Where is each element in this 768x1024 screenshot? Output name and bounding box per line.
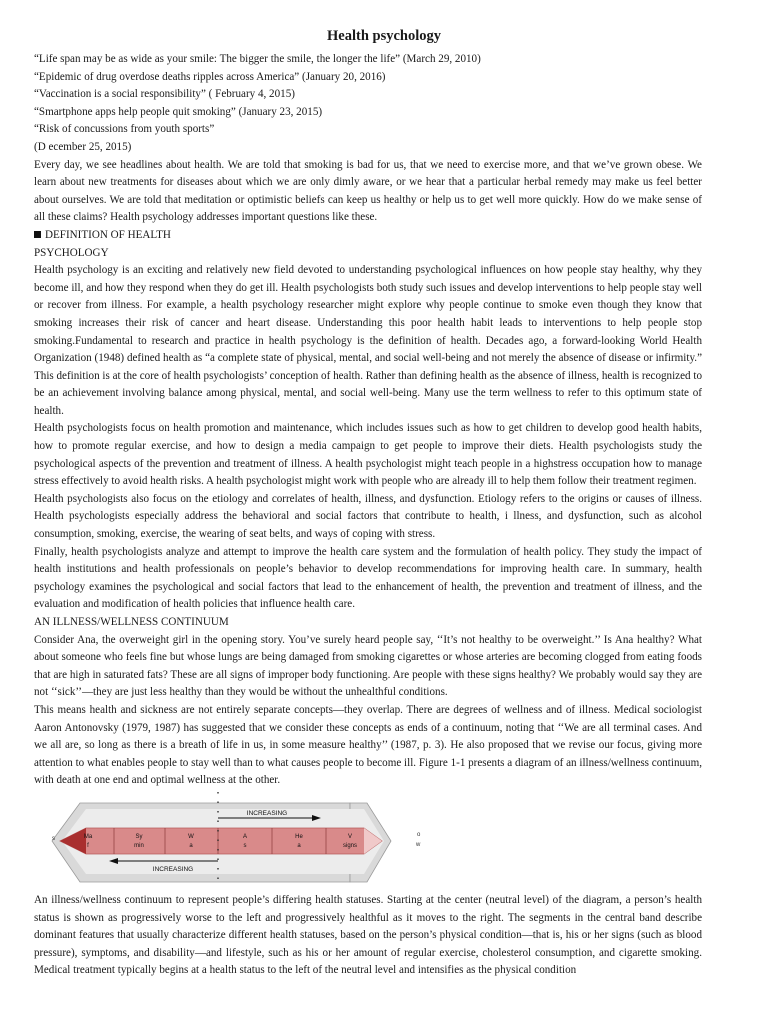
headline: “Smartphone apps help people quit smoking” (January 23, 2015): [34, 105, 323, 118]
headline: “Epidemic of drug overdose deaths ripples across America” (January 20, 2016): [34, 70, 386, 83]
continuum-right-end: w: [416, 841, 421, 848]
body-paragraph: Health psychologists focus on health promotion and maintenance, which includes issues such as how to get children to develop good health habits, how to promote regular exercise, and how to design a media campaign to get people to improve their diets. Health psychologists study the psychological aspects of the prevention and treatment of illness. A health psychologist might teach people in a highstress occupation how to manage stress effectively to avoid health risks. A health psychologist might work with people who are already ill to help them follow their treatment regimen.: [34, 422, 702, 488]
segment-label: A: [242, 833, 248, 840]
figure-caption-paragraph: An illness/wellness continuum to represent people’s differing health statuses. Starting at the center (neutral level) of the diagram, a person’s health status is shown as progressively worse to the left and progressively healthful as it moves to the right. The segments in the central band describe dominant features that usually characterize different health statuses, based on the person’s physical condition—that is, his or her signs (such as blood pressure), symptoms, and disability—and lifestyle, such as his or her amount of regular exercise, cholesterol consumption, and cigarette smoking. Medical treatment typically begins at a health status to the left of the neutral level and intensifies as the physical condition: [34, 893, 702, 977]
headline: “Risk of concussions from youth sports”: [34, 123, 215, 136]
segment-label: He: [295, 833, 303, 840]
figure-container: [34, 790, 702, 886]
section-heading-definition: [34, 227, 702, 245]
segment-label: signs: [342, 842, 358, 849]
headline: “Life span may be as wide as your smile: The bigger the smile, the longer the life” (March 29, 2010): [34, 53, 481, 65]
headline: “Vaccination is a social responsibility” ( February 4, 2015): [34, 88, 295, 101]
section-heading-continuum: AN ILLNESS/WELLNESS CONTINUUM: [34, 616, 229, 628]
body-paragraph: Health psychology is an exciting and relatively new field devoted to understanding psychological influences on how people stay healthy, why they become ill, and how they respond when they do get ill. Health psychologists both study such issues and develop interventions to help people stay well or recover from illness. For example, a health psychology researcher might explore why people continue to smoke even though they know that smoking increases their risk of cancer and heart disease. Understanding this poor health habit leads to interventions to help people stop smoking.Fundamental to research and practice in health psychology is the definition of health. Decades ago, a forward-looking World Health Organization (1948) defined health as “a complete state of physical, mental, and social well-being and not merely the absence of disease or infirmity.” This definition is at the core of health psychologists’ conception of health. Rather than defining health as the absence of illness, health is recognized to be an achievement involving balance among physical, mental, and social well-being. Many use the term wellness to refer to this optimum state of health.: [34, 264, 702, 417]
segment-label: min: [134, 842, 144, 849]
body-paragraph: Finally, health psychologists analyze and attempt to improve the health care system and the formulation of health policy. They study the impact of health institutions and health professionals on people’s behavior to develop recommendations for improving health care. In summary, health psychology examines the psychological and social factors that lead to the enhancement of health, the prevention and treatment of illness, and the evaluation and modification of health policies that influence health care.: [34, 545, 702, 611]
segment-label: a: [189, 842, 193, 849]
segment-label: Ma: [83, 833, 93, 840]
headline-date: (D ecember 25, 2015): [34, 140, 132, 153]
body-paragraph: Consider Ana, the overweight girl in the opening story. You’ve surely heard people say, ‘‘It’s not healthy to be overweight.’’ Is Ana healthy? What about someone who feels fine but whose lungs are being damaged from smoking cigarettes or whose arteries are becoming clogged from eating foods that are high in saturated fats? These are all signs of improper body functioning. Are people with these signs healthy? We probably would say they are not ‘‘sick’’—they are just less healthy than they would be without the unhealthful conditions.: [34, 633, 702, 699]
segment-label: Sy: [135, 833, 143, 840]
segment-label: f: [87, 842, 89, 849]
section-heading-text: DEFINITION OF HEALTH: [45, 228, 171, 241]
segment-label: V: [347, 833, 353, 840]
segment-label: W: [188, 833, 194, 840]
body-paragraph: Health psychologists also focus on the etiology and correlates of health, illness, and dysfunction. Etiology refers to the origins or causes of illness. Health psychologists especially address the behavioral and social factors that contribute to health, i llness, and dysfunction, such as alcohol consumption, smoking, exercise, the wearing of seat belts, and ways of coping with stress.: [34, 492, 702, 541]
continuum-band: [60, 828, 382, 854]
page-title: Health psychology: [327, 28, 441, 44]
intro-paragraph: Every day, we see headlines about health. We are told that smoking is bad for us, that we need to exercise more, and that we’ve grown obese. We learn about new treatments for diseases about which we are only dimly aware, or we hear that a particular herbal remedy may make us feel better about ourselves. We are told that meditation or optimistic beliefs can keep us healthy or help us to get well more quickly. How do we make sense of all these claims? Health psychology addresses important questions like these.: [34, 158, 702, 224]
segment-label: s: [243, 842, 247, 849]
document-body: [34, 51, 702, 980]
increasing-label-bottom: INCREASING: [152, 865, 194, 873]
body-paragraph: This means health and sickness are not entirely separate concepts—they overlap. There are degrees of wellness and of illness. Medical sociologist Aaron Antonovsky (1979, 1987) has suggested that we consider these concepts as ends of a continuum, noting that ‘‘We are all terminal cases. And we all are, so long as there is a breath of life in us, in some measure healthy’’ (1987, p. 3). He also proposed that we revise our focus, giving more attention to what enables people to stay well than to what causes people to become ill. Figure 1-1 presents a diagram of an illness/wellness continuum, with death at one end and optimal wellness at the other.: [34, 703, 702, 787]
bullet-icon: [34, 231, 41, 238]
continuum-right-end: o: [417, 831, 421, 838]
continuum-left-end: s: [52, 835, 55, 842]
increasing-label-top: INCREASING: [246, 809, 288, 817]
illness-wellness-continuum-figure: [34, 790, 702, 886]
section-heading-psychology: PSYCHOLOGY: [34, 246, 109, 259]
segment-label: a: [297, 842, 301, 849]
